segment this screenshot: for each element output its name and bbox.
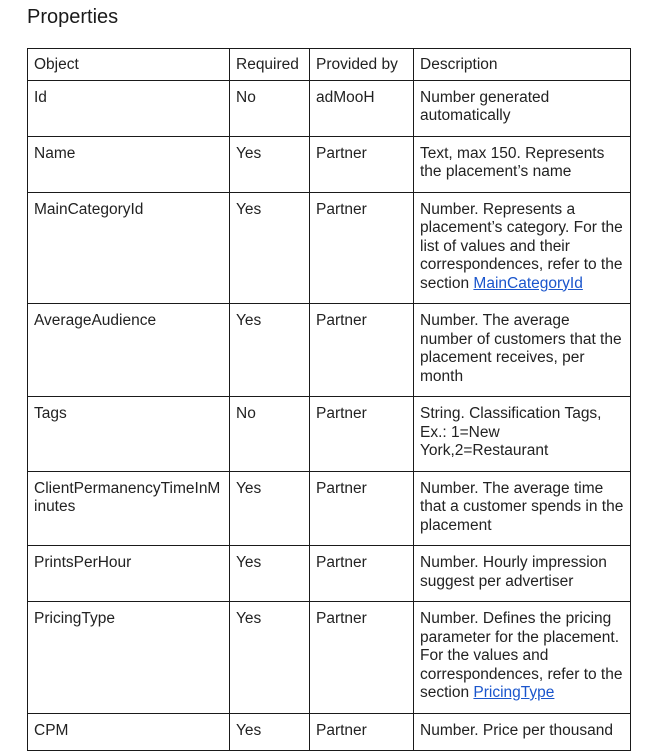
page-title: Properties (27, 6, 119, 28)
cell-required: Yes (230, 713, 310, 751)
cell-provided-by: Partner (310, 546, 414, 602)
cell-object: PrintsPerHour (28, 546, 230, 602)
table-row (28, 602, 631, 714)
header-provided-by: Provided by (310, 49, 414, 81)
cell-object: ClientPermanencyTimeInMinutes (28, 471, 230, 546)
table-row (28, 546, 631, 602)
cell-provided-by: Partner (310, 471, 414, 546)
description-text: Number. The average time that a customer spends in the placement (420, 479, 624, 534)
cell-description (414, 304, 631, 397)
description-text: Number. Hourly impression suggest per advertiser (420, 554, 607, 590)
header-object: Object (28, 49, 230, 81)
cell-required: Yes (230, 546, 310, 602)
table-header-row (28, 49, 631, 81)
description-text: Number. Defines the pricing parameter for the placement. For the values and correspondences, refer to the section (420, 610, 623, 701)
properties-table (27, 48, 631, 751)
cell-description (414, 192, 631, 304)
description-text: Text, max 150. Represents the placement’s name (420, 144, 605, 180)
description-text: Number generated automatically (420, 88, 550, 124)
description-text: String. Classification Tags, Ex.: 1=New York,2=Restaurant (420, 405, 602, 459)
pricing-type-link[interactable]: PricingType (473, 684, 555, 701)
cell-provided-by: Partner (310, 304, 414, 397)
cell-object: AverageAudience (28, 304, 230, 397)
header-required: Required (230, 49, 310, 81)
cell-provided-by: adMooH (310, 80, 414, 136)
cell-description (414, 546, 631, 602)
cell-object: Name (28, 136, 230, 192)
cell-description (414, 136, 631, 192)
table-row (28, 471, 631, 546)
cell-provided-by: Partner (310, 713, 414, 751)
cell-description (414, 713, 631, 751)
cell-provided-by: Partner (310, 136, 414, 192)
cell-description (414, 471, 631, 546)
cell-object: PricingType (28, 602, 230, 714)
cell-required: No (230, 397, 310, 472)
cell-required: Yes (230, 602, 310, 714)
cell-object: MainCategoryId (28, 192, 230, 304)
table-row (28, 304, 631, 397)
cell-required: Yes (230, 304, 310, 397)
description-text: Number. Represents a placement’s category. For the list of values and their correspondences, refer to the section (420, 200, 623, 292)
table-row (28, 397, 631, 472)
header-description: Description (414, 49, 631, 81)
cell-object: Tags (28, 397, 230, 472)
cell-description (414, 80, 631, 136)
cell-provided-by: Partner (310, 192, 414, 304)
cell-object: CPM (28, 713, 230, 751)
table-row (28, 192, 631, 304)
main-category-id-link[interactable]: MainCategoryId (473, 274, 583, 292)
cell-required: Yes (230, 192, 310, 304)
cell-required: Yes (230, 136, 310, 192)
cell-description (414, 602, 631, 714)
cell-provided-by: Partner (310, 602, 414, 714)
table-row (28, 713, 631, 751)
description-text: Number. The average number of customers that the placement receives, per month (420, 312, 622, 385)
cell-required: Yes (230, 471, 310, 546)
cell-description (414, 397, 631, 472)
cell-provided-by: Partner (310, 397, 414, 472)
description-text: Number. Price per thousand (420, 721, 613, 739)
table-row (28, 80, 631, 136)
cell-object: Id (28, 80, 230, 136)
table-row (28, 136, 631, 192)
cell-required: No (230, 80, 310, 136)
